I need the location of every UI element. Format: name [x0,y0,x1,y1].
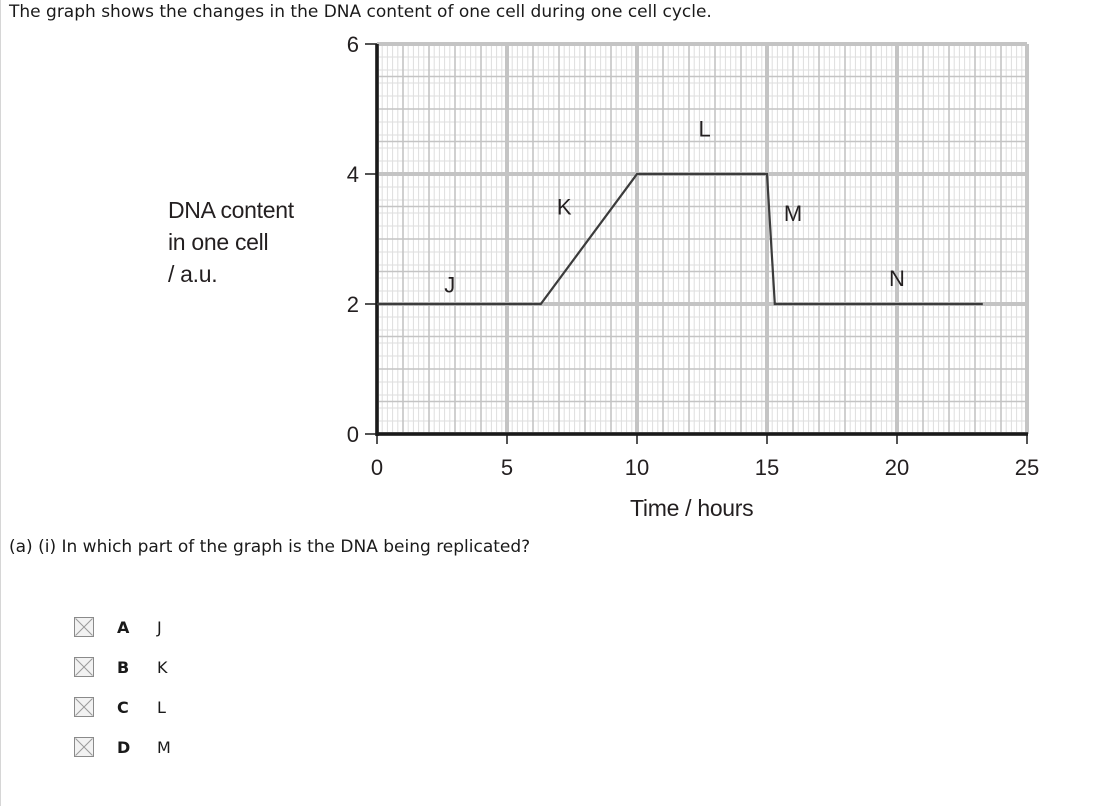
y-axis-label-line: DNA content [168,197,294,223]
option-letter: C [117,697,129,717]
option-letter: D [117,737,131,757]
y-axis-label-line: in one cell [168,229,269,255]
option-a[interactable] [74,613,214,641]
option-letter: B [117,657,130,677]
option-b[interactable] [74,653,214,681]
y-tick-label: 4 [346,162,359,187]
option-c[interactable] [74,693,214,721]
x-tick-label: 10 [624,455,650,480]
segment-label: K [556,194,572,220]
y-tick-label: 6 [346,32,359,57]
checkbox-icon[interactable] [74,697,94,717]
option-d[interactable] [74,733,214,761]
x-tick-label: 20 [884,455,910,480]
segment-label: N [889,266,905,291]
checkbox-icon[interactable] [74,657,94,677]
segment-label: M [783,201,803,226]
segment-label: J [444,272,456,298]
x-tick-label: 5 [500,455,514,480]
checkbox-icon[interactable] [74,617,94,637]
checkbox-icon[interactable] [74,737,94,757]
segment-label: L [698,116,711,142]
option-text: L [157,697,166,717]
x-axis-label: Time / hours [630,495,754,521]
option-text: M [157,737,171,757]
y-tick-label: 0 [346,422,359,447]
intro-text: The graph shows the changes in the DNA content of one cell during one cell cycle. [9,2,712,22]
question-text: (a) (i) In which part of the graph is the DNA being replicated? [9,537,531,557]
option-text: J [157,617,162,637]
y-axis-label [168,194,294,290]
option-letter: A [117,617,130,637]
y-axis-label-line: / a.u. [168,261,218,287]
x-tick-label: 0 [370,455,384,480]
option-text: K [157,657,168,677]
x-tick-label: 15 [754,455,780,480]
y-tick-label: 2 [346,292,359,317]
x-tick-label: 25 [1014,455,1040,480]
